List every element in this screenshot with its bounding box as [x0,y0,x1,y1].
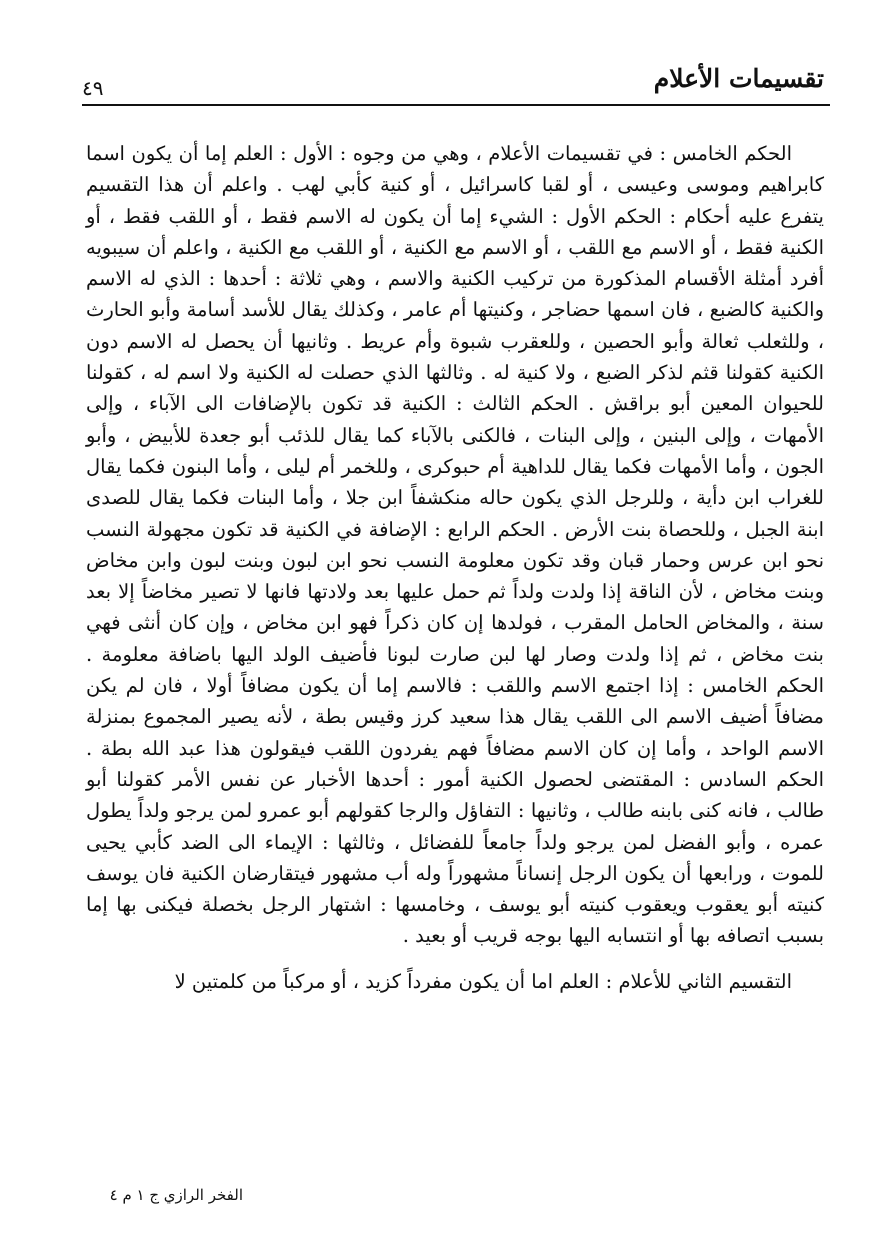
running-title: تقسيمات الأعلام [653,64,824,93]
paragraph-second: التقسيم الثاني للأعلام : العلم اما أن يكون مفرداً كزيد ، أو مركباً من كلمتين لا [174,969,792,993]
header-rule [82,104,830,106]
printer-signature: الفخر الرازي ج ١ م ٤ [109,1186,243,1204]
paragraph-main: الحكم الخامس : في تقسيمات الأعلام ، وهي من وجوه : الأول : العلم إما أن يكون اسما كابراهيم وموسى وعيسى ، أو لقبا كاسرائيل ، أو كنية كأبي لهب . واعلم أن هذا التقسيم يتفرع عليه أحكام : الحكم الأول : الشيء إما أن يكون له الاسم فقط ، أو اللقب فقط ، أو الكنية فقط ، أو الاسم مع اللقب ، أو الاسم مع الكنية ، أو اللقب مع الكنية ، واعلم أن سيبويه أفرد أمثلة الأقسام المذكورة من تركيب الكنية والاسم ، وهي ثلاثة : أحدها : الذي له الاسم والكنية كالضبع ، فان اسمها حضاجر ، وكنيتها أم عامر ، وكذلك يقال للأسد أسامة وأبو الحارث ، وللثعلب ثعالة وأبو الحصين ، وللعقرب شبوة وأم عريط . وثانيها أن يحصل له الاسم دون الكنية كقولنا قثم لذكر الضبع ، ولا كنية له . وثالثها الذي حصلت له الكنية ولا اسم له ، كقولنا للحيوان المعين أبو براقش . الحكم الثالث : الكنية قد تكون بالإضافات الى الآباء ، وإلى الأمهات ، وإلى البنين ، وإلى البنات ، فالكنى بالآباء كما يقال للذئب أبو جعدة للأبيض ، وأبو الجون ، وأما الأمهات فكما يقال للداهية أم حبوكرى ، وللخمر أم ليلى ، وأما البنون فكما يقال للغراب ابن دأية ، وللرجل الذي يكون حاله منكشفاً ابن جلا ، وأما البنات فكما يقال للصدى ابنة الجبل ، وللحصاة بنت الأرض . الحكم الرابع : الإضافة في الكنية قد تكون مجهولة النسب نحو ابن عرس وحمار قبان وقد تكون معلومة النسب نحو ابن لبون وبنت لبون وابن مخاض وبنت مخاض ، لأن الناقة إذا ولدت ولداً ثم حمل عليها بعد ولادتها فانها لا تصير مخاضاً إلا بعد سنة ، والمخاض الحامل المقرب ، فولدها إن كان ذكراً فهو ابن مخاض ، وإن كان أنثى فهي بنت مخاض ، ثم إذا ولدت وصار لها لبن صارت لبونا فأضيف الولد اليها باضافة معلومة . الحكم الخامس : إذا اجتمع الاسم واللقب : فالاسم إما أن يكون مضافاً أولا ، فان لم يكن مضافاً أضيف الاسم الى اللقب يقال هذا سعيد كرز وقيس بطة ، لأنه يصير المجموع بمنزلة الاسم الواحد ، وأما إن كان الاسم مضافاً فهم يفردون اللقب فيقولون هذا عبد الله بطة . الحكم السادس : المقتضى لحصول الكنية أمور : أحدها الأخبار عن نفس الأمر كقولنا أبو طالب ، فانه كنى بابنه طالب ، وثانيها : التفاؤل والرجا كقولهم أبو عمرو لمن يرجو ولداً يطول عمره ، وأبو الفضل لمن يرجو ولداً جامعاً للفضائل ، وثالثها : الإيماء الى الضد كأبي يحيى للموت ، ورابعها أن يكون الرجل إنساناً مشهوراً وله أب مشهور فيتقارضان الكنية فان يوسف كنيته أبو يعقوب ويعقوب كنيته أبو يوسف ، وخامسها : اشتهار الرجل بخصلة فيكنى بها إما بسبب اتصافه بها أو انتسابه اليها بوجه قريب أو بعيد . [86,142,824,948]
page-header [82,64,824,104]
page-number: ٤٩ [82,76,104,100]
body-text [86,138,824,997]
